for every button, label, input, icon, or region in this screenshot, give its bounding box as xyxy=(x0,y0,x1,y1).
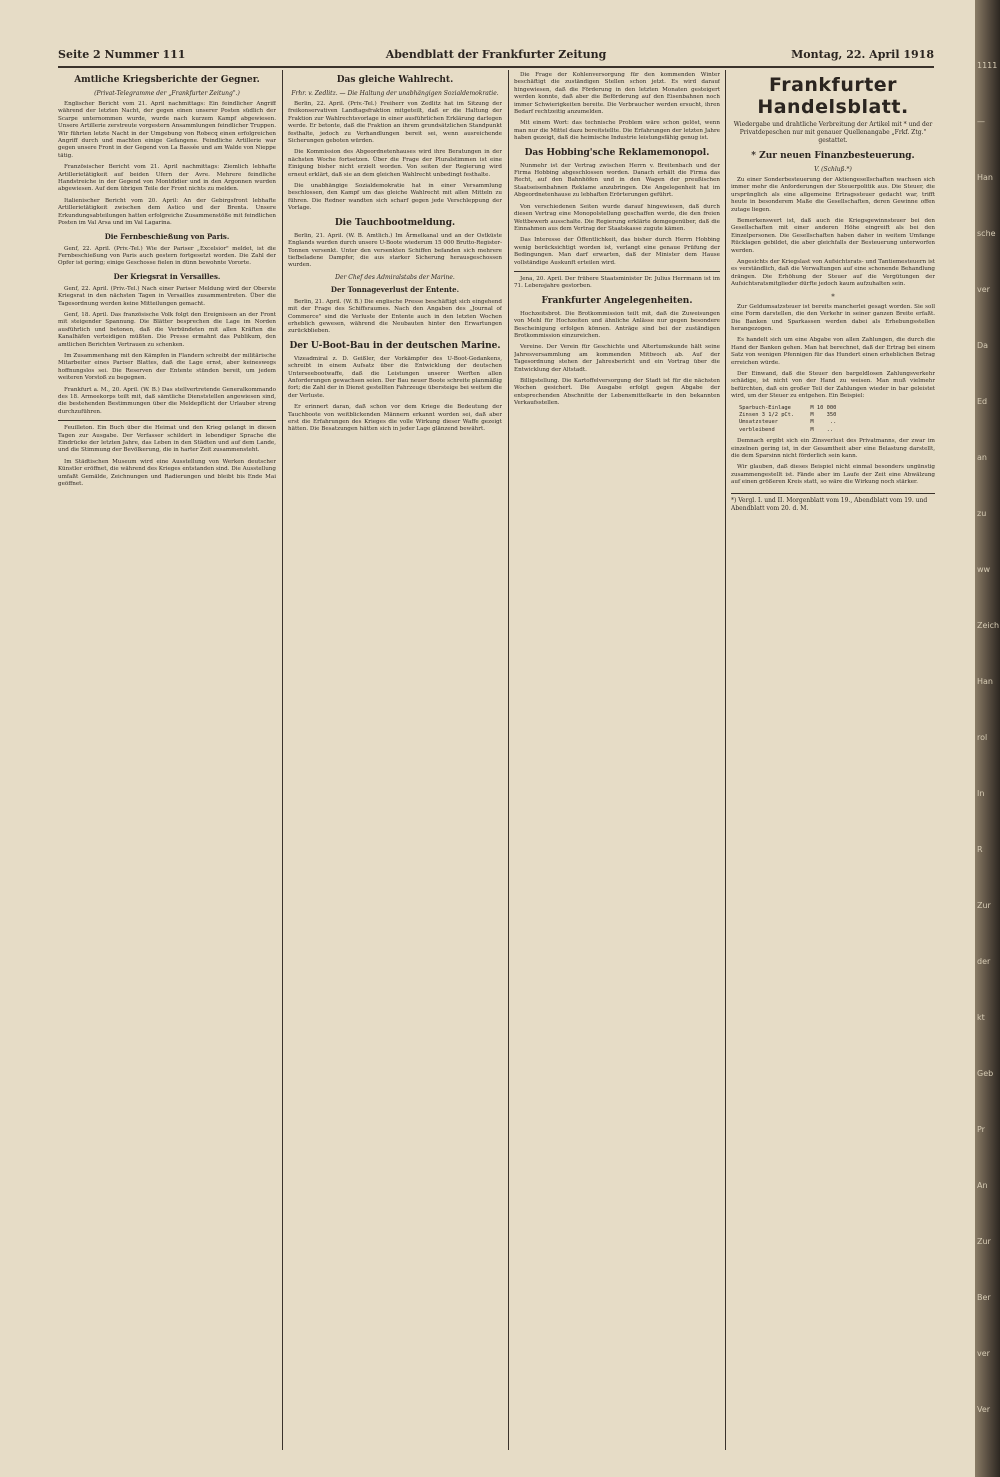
article-paragraph: Vereine. Der Verein für Geschichte und Altertumskunde hält seine Jahresversammlung am kommenden Mittwoch ab. Auf der Tagesordnung stehen der Jahresbericht und ein Vortrag über die Entwicklung der Altstadt. xyxy=(514,344,720,373)
issue-date: Montag, 22. April 1918 xyxy=(791,48,934,61)
page-number: Seite 2 Nummer 111 xyxy=(58,48,186,61)
headline-uboat-construction: Der U-Boot-Bau in der deutschen Marine. xyxy=(289,340,501,351)
column-domestic xyxy=(514,72,720,1442)
section-rule xyxy=(514,271,720,272)
headline-suffrage: Das gleiche Wahlrecht. xyxy=(336,75,454,85)
gutter-text-fragment: — xyxy=(977,117,985,126)
footnote: *) Vergl. I. und II. Morgenblatt vom 19., Abendblatt vom 19. und Abendblatt vom 20. d. M. xyxy=(731,493,935,513)
masthead xyxy=(58,48,934,64)
gutter-text-fragment: der xyxy=(977,957,991,966)
headline-paris-bombardment: Die Fernbeschießung von Paris. xyxy=(104,231,230,241)
column-war-reports xyxy=(58,72,276,1442)
subheadline-suffrage: Frhr. v. Zedlitz. — Die Haltung der unabhängigen Sozialdemokratie. xyxy=(291,90,499,97)
article-paragraph: Demnach ergibt sich ein Zinsverlust des Privatmanns, der zwar im einzelnen gering ist, in der Gesamtheit aber eine Belastung darstellt, die dem Sparsinn nicht förderlich sein kann. xyxy=(731,438,935,459)
article-paragraph: Die unabhängige Sozialdemokratie hat in einer Versammlung beschlossen, den Kampf um das gleiche Wahlrecht mit allen Mitteln zu führen. Die Redner wandten sich scharf gegen jede Verschleppung der Vorlage. xyxy=(288,183,502,212)
article-paragraph: Berlin, 21. April. (W. B. Amtlich.) Im Ärmelkanal und an der Ostküste Englands wurden durch unsere U-Boote wiederum 15 000 Brutto-Register-Tonnen versenkt. Unter den versenkten Schiffen befanden sich mehrere tiefbeladene Dampfer, die aus starker Sicherung herausgeschossen wurden. xyxy=(288,232,502,269)
column-rule-2 xyxy=(508,70,509,1450)
gutter-text-fragment: Han xyxy=(977,173,993,182)
gutter-text-fragment: R xyxy=(977,845,983,854)
business-section-title: Frankfurter Handelsblatt. xyxy=(757,74,909,118)
headline-war-council: Der Kriegsrat in Versailles. xyxy=(113,271,221,281)
article-paragraph: Von verschiedenen Seiten wurde darauf hingewiesen, daß durch diesen Vertrag eine Monopolstellung geschaffen werde, die den freien Wettbewerb ausschalte. Die Regierung erklärte demgegenüber, daß die Einnahmen aus dem Vertrag der Staatskasse zugute kämen. xyxy=(514,203,720,232)
article-paragraph: Mit einem Wort: das technische Problem wäre schon gelöst, wenn man nur die Mittel dazu bereitstellte. Die Erfahrungen der letzten Jahre haben gezeigt, daß die heimische Industrie leistungsfähig genug ist. xyxy=(514,120,720,142)
article-paragraph: Hochzeitsbrot. Die Brotkommission teilt mit, daß die Zuweisungen von Mehl für Hochzeiten und ähnliche Anlässe nur gegen besondere Bescheinigung erfolgen können. Anträge sind bei der zuständigen Brotkommission einzureichen. xyxy=(514,310,720,339)
subheadline-finance-taxation: V. (Schluß.*) xyxy=(814,166,852,173)
article-paragraph: Genf, 22. April. (Priv.-Tel.) Wie der Pariser „Excelsior" meldet, ist die Fernbeschießung von Paris auch gestern fortgesetzt worden. Die Zahl der Opfer ist gering; einige Geschosse fielen in dünn bewohnte Vororte. xyxy=(58,245,276,267)
gutter-text-fragment: 1111 xyxy=(977,61,998,70)
article-paragraph: Zu einer Sonderbesteuerung der Aktiengesellschaften wachsen sich immer mehr die Anforderungen der Steuerpolitik aus. Die Steuer, die ursprünglich als eine allgemeine Ertragssteuer gedacht war, trifft heute in besonderem Maße die Gesellschaften, deren Gewinne offen zutage liegen. xyxy=(731,177,935,213)
article-paragraph: Vizeadmiral z. D. Geißler, der Vorkämpfer des U-Boot-Gedankens, schreibt in einem Aufsatz über die Entwicklung der deutschen Unterseebootwaffe, daß die Leistungen unserer Werften allen Anforderungen gewachsen seien. Der Bau neuer Boote schreite planmäßig fort; die Zahl der in Dienst gestellten Fahrzeuge übersteige bei weitem die der Verluste. xyxy=(288,355,502,399)
article-paragraph: Die Kommission des Abgeordnetenhauses wird ihre Beratungen in der nächsten Woche fortsetzen. Über die Frage der Pluralstimmen ist eine Einigung bisher nicht erzielt worden. Von seiten der Regierung wird erneut erklärt, daß sie an dem gleichen Wahlrecht unbedingt festhalte. xyxy=(288,149,502,178)
reprint-notice: Wiedergabe und drahtliche Verbreitung der Artikel mit * und der Privatdepeschen nur mit genauer Quellenangabe „Frkf. Ztg." gestattet. xyxy=(733,121,933,144)
headline-finance-taxation: * Zur neuen Finanzbesteuerung. xyxy=(751,151,915,161)
article-paragraph: Im Zusammenhang mit den Kämpfen in Flandern schreibt der militärische Mitarbeiter eines Pariser Blattes, daß die Lage ernst, aber keineswegs hoffnungslos sei. Die Reserven der Entente stünden bereit, um jedem weiteren Vorstoß zu begegnen. xyxy=(58,352,276,382)
signature-admiralty: Der Chef des Admiralstabs der Marine. xyxy=(335,273,455,281)
article-paragraph: Französischer Bericht vom 21. April nachmittags: Ziemlich lebhafte Artillerietätigkeit auf beiden Ufern der Avre. Mehrere feindliche Handstreiche in der Gegend von Montdidier und in den Argonnen wurden abgewiesen. Auf dem übrigen Teile der Front nichts zu melden. xyxy=(58,164,276,193)
article-paragraph: Im Städtischen Museum wird eine Ausstellung von Werken deutscher Künstler eröffnet, die während des Krieges entstanden sind. Die Ausstellung umfaßt Gemälde, Zeichnungen und Radierungen und bleibt bis Ende Mai geöffnet. xyxy=(58,458,276,488)
section-rule xyxy=(58,420,276,421)
article-paragraph: Zur Geldumsatzsteuer ist bereits mancherlei gesagt worden. Sie soll eine Form darstellen, die den Verkehr in seiner ganzen Breite erfaßt. Die Banken und Sparkassen werden dabei als Erhebungsstellen herangezogen. xyxy=(731,303,935,332)
gutter-text-fragment: Zur xyxy=(977,901,991,910)
masthead-rule xyxy=(58,66,934,68)
article-paragraph: Angesichts der Kriegslast von Aufsichtsrats- und Tantiemesteuern ist es verständlich, daß die Verwaltungen auf eine schonende Behandlung drängen. Die Erhöhung der Steuer auf die Vergütungen der Aufsichtsratsmitglieder dürfte jedoch kaum aufzuhalten sein. xyxy=(731,259,935,288)
headline-advertising-monopoly: Das Hobbing'sche Reklamemonopol. xyxy=(524,147,710,158)
headline-submarine-report: Die Tauchbootmeldung. xyxy=(334,217,456,228)
article-paragraph: Berlin, 21. April. (W. B.) Die englische Presse beschäftigt sich eingehend mit der Frage des Schiffsraumes. Nach den Angaben des „Journal of Commerce" sind die Verluste der Entente auch in den letzten Wochen erheblich gewesen, während die Neubauten hinter den Erwartungen zurückblieben. xyxy=(288,298,502,335)
article-paragraph: Jena, 20. April. Der frühere Staatsminister Dr. Julius Herrmann ist im 71. Lebensjahre gestorben. xyxy=(514,275,720,290)
article-paragraph: Es handelt sich um eine Abgabe von allen Zahlungen, die durch die Hand der Banken gehen. Man hat berechnet, daß der Ertrag bei einem Satz von wenigen Pfennigen für das Hundert einen erheblichen Betrag erreichen würde. xyxy=(731,337,935,366)
article-paragraph: Frankfurt a. M., 20. April. (W. B.) Das stellvertretende Generalkommando des 18. Armeekorps teilt mit, daß sämtliche Dienststellen angewiesen sind, die bestehenden Bestimmungen über die Meldepflicht der Urlauber streng durchzuführen. xyxy=(58,386,276,415)
article-paragraph: Berlin, 22. April. (Priv.-Tel.) Freiherr von Zedlitz hat im Sitzung der freikonservativen Landtagsfraktion mitgeteilt, daß er die Haltung der Fraktion zur Wahlrechtsvorlage in einer ausführlichen Erklärung darlegen werde. Er betonte, daß die Fraktion an ihrem grundsätzlichen Standpunkt festhalte, jedoch zu Verhandlungen bereit sei, wenn ausreichende Sicherungen geboten würden. xyxy=(288,101,502,145)
article-paragraph: Nunmehr ist der Vertrag zwischen Herrn v. Breitenbach und der Firma Hobbing abgeschlossen worden. Danach erhält die Firma das Recht, auf den Bahnhöfen und in den Wagen der preußischen Staatseisenbahnen Reklame anzubringen. Die Angelegenheit hat im Abgeordnetenhause zu lebhaften Erörterungen geführt. xyxy=(514,162,720,199)
gutter-text-fragment: rol xyxy=(977,733,988,742)
newspaper-title: Abendblatt der Frankfurter Zeitung xyxy=(385,48,607,61)
article-paragraph: Englischer Bericht vom 21. April nachmittags: Ein feindlicher Angriff während der letzten Nacht, der gegen einen unserer Posten südlich der Scarpe unternommen wurde, wurde nach kurzem Kampf abgewiesen. Unsere Artillerie zerstreute vorgestern Ansammlungen feindlicher Truppen. Wir führten letzte Nacht in der Umgebung von Robecq einen erfolgreichen Angriff durch und machten einige Gefangene. Feindliche Artillerie war gegen unsere Front in der Gegend von La Bassée und am Walde von Nieppe tätig. xyxy=(58,101,276,159)
article-paragraph: Genf, 22. April. (Priv.-Tel.) Nach einer Pariser Meldung wird der Oberste Kriegsrat in den nächsten Tagen in Versailles zusammentreten. Über die Tagesordnung werden keine Mitteilungen gemacht. xyxy=(58,285,276,307)
article-paragraph: Er erinnert daran, daß schon vor dem Kriege die Bedeutung der Tauchboote von weitblickenden Männern erkannt worden sei, daß aber erst die Erfahrungen des Krieges die volle Wirkung dieser Waffe gezeigt hätten. Die Besatzungen hätten sich in jeder Lage glänzend bewährt. xyxy=(288,404,502,433)
gutter-text-fragment: sche xyxy=(977,229,996,238)
column-rule-1 xyxy=(282,70,283,1450)
article-paragraph: Wir glauben, daß dieses Beispiel nicht einmal besonders ungünstig zusammengestellt ist. Fände aber im Laufe der Zeit eine Abwälzung auf einen größeren Kreis statt, so wäre die Wirkung noch stärker. xyxy=(731,464,935,486)
gutter-text-fragment: An xyxy=(977,1181,988,1190)
column-suffrage xyxy=(288,72,502,1442)
article-paragraph: Genf, 18. April. Das französische Volk folgt den Ereignissen an der Front mit steigender Spannung. Die Blätter besprechen die Lage im Norden ausführlich und betonen, daß die Verbündeten mit allen Kräften die Kanalhäfen verteidigen müßten. Die Presse ermahnt das Publikum, den amtlichen Berichten Vertrauen zu schenken. xyxy=(58,311,276,348)
column-rule-3 xyxy=(725,70,726,1450)
article-paragraph: Billigstellung. Die Kartoffelversorgung der Stadt ist für die nächsten Wochen gesichert. Die Ausgabe erfolgt gegen Abgabe der entsprechenden Abschnitte der Lebensmittelkarte in den bekannten Verkaufsstellen. xyxy=(514,378,720,407)
gutter-text-fragment: Ber xyxy=(977,1293,991,1302)
column-business xyxy=(731,72,935,1442)
gutter-text-fragment: Da xyxy=(977,341,989,350)
subheadline-war-reports: (Privat-Telegramme der „Frankfurter Zeitung".) xyxy=(94,90,240,97)
binding-gutter xyxy=(975,0,1000,1477)
headline-frankfurt-affairs: Frankfurter Angelegenheiten. xyxy=(541,295,693,306)
headline-war-reports: Amtliche Kriegsberichte der Gegner. xyxy=(74,75,260,85)
gutter-text-fragment: Ed xyxy=(977,397,988,406)
calculation-table: Sparbuch-Einlage M 10 000 Zinsen 3 1/2 pCt. M 350 Umsatzsteuer M .. verbleibend M .. xyxy=(739,404,837,433)
article-paragraph: Die Frage der Kohlenversorgung für den kommenden Winter beschäftigt die zuständigen Stellen schon jetzt. Es wird darauf hingewiesen, daß die Förderung in den letzten Monaten gesteigert werden konnte, daß aber die Beförderung auf den Eisenbahnen noch immer Schwierigkeiten bereite. Die Verbraucher werden ersucht, ihren Bedarf rechtzeitig anzumelden. xyxy=(514,72,720,116)
gutter-text-fragment: Pr xyxy=(977,1125,985,1134)
article-paragraph: Der Einwand, daß die Steuer den bargeldlosen Zahlungsverkehr schädige, ist nicht von der Hand zu weisen. Man muß vielmehr befürchten, daß ein großer Teil der Zahlungen wieder in bar geleistet wird, um der Steuer zu entgehen. Ein Beispiel: xyxy=(731,370,935,400)
gutter-text-fragment: ww xyxy=(977,565,991,574)
gutter-text-fragment: Han xyxy=(977,677,993,686)
article-paragraph: Italienischer Bericht vom 20. April: An der Gebirgsfront lebhafte Artillerietätigkeit zwischen dem Astico und der Brenta. Unsere Erkundungsabteilungen hatten erfolgreiche Zusammenstöße mit feindlichen Posten im Val Arsa und im Val Lagarina. xyxy=(58,197,276,227)
gutter-text-fragment: Zur xyxy=(977,1237,991,1246)
article-paragraph: Bemerkenswert ist, daß auch die Kriegsgewinnsteuer bei den Gesellschaften mit einer anderen Höhe eingreift als bei den Einzelpersonen. Die Gesellschaften haben daher in weitem Umfange Rücklagen gebildet, die aber gleichfalls der Besteuerung unterworfen werden. xyxy=(731,218,935,254)
article-paragraph: Feuilleton. Ein Buch über die Heimat und den Krieg gelangt in diesen Tagen zur Ausgabe. Der Verfasser schildert in lebendiger Sprache die Eindrücke der letzten Jahre, das Leben in den Städten und auf dem Lande, und die Stimmung der Bevölkerung, die in harter Zeit zusammensteht. xyxy=(58,425,276,454)
gutter-text-fragment: kt xyxy=(977,1013,985,1022)
headline-tonnage-loss: Der Tonnageverlust der Entente. xyxy=(330,284,460,294)
gutter-text-fragment: Zeich xyxy=(977,621,1000,630)
gutter-text-fragment: ver xyxy=(977,285,990,294)
gutter-text-fragment: In xyxy=(977,789,985,798)
gutter-text-fragment: Ver xyxy=(977,1405,991,1414)
gutter-text-fragment: an xyxy=(977,453,987,462)
article-paragraph: Das Interesse der Öffentlichkeit, das bisher durch Herrn Hobbing wenig berücksichtigt worden ist, verlangt eine genaue Prüfung der Bedingungen. Man darf erwarten, daß der Minister dem Hause vollständige Auskunft erteilen wird. xyxy=(514,237,720,266)
gutter-text-fragment: ver xyxy=(977,1349,990,1358)
gutter-text-fragment: Geb xyxy=(977,1069,994,1078)
section-separator-star: * xyxy=(831,292,835,301)
gutter-text-fragment: zu xyxy=(977,509,987,518)
